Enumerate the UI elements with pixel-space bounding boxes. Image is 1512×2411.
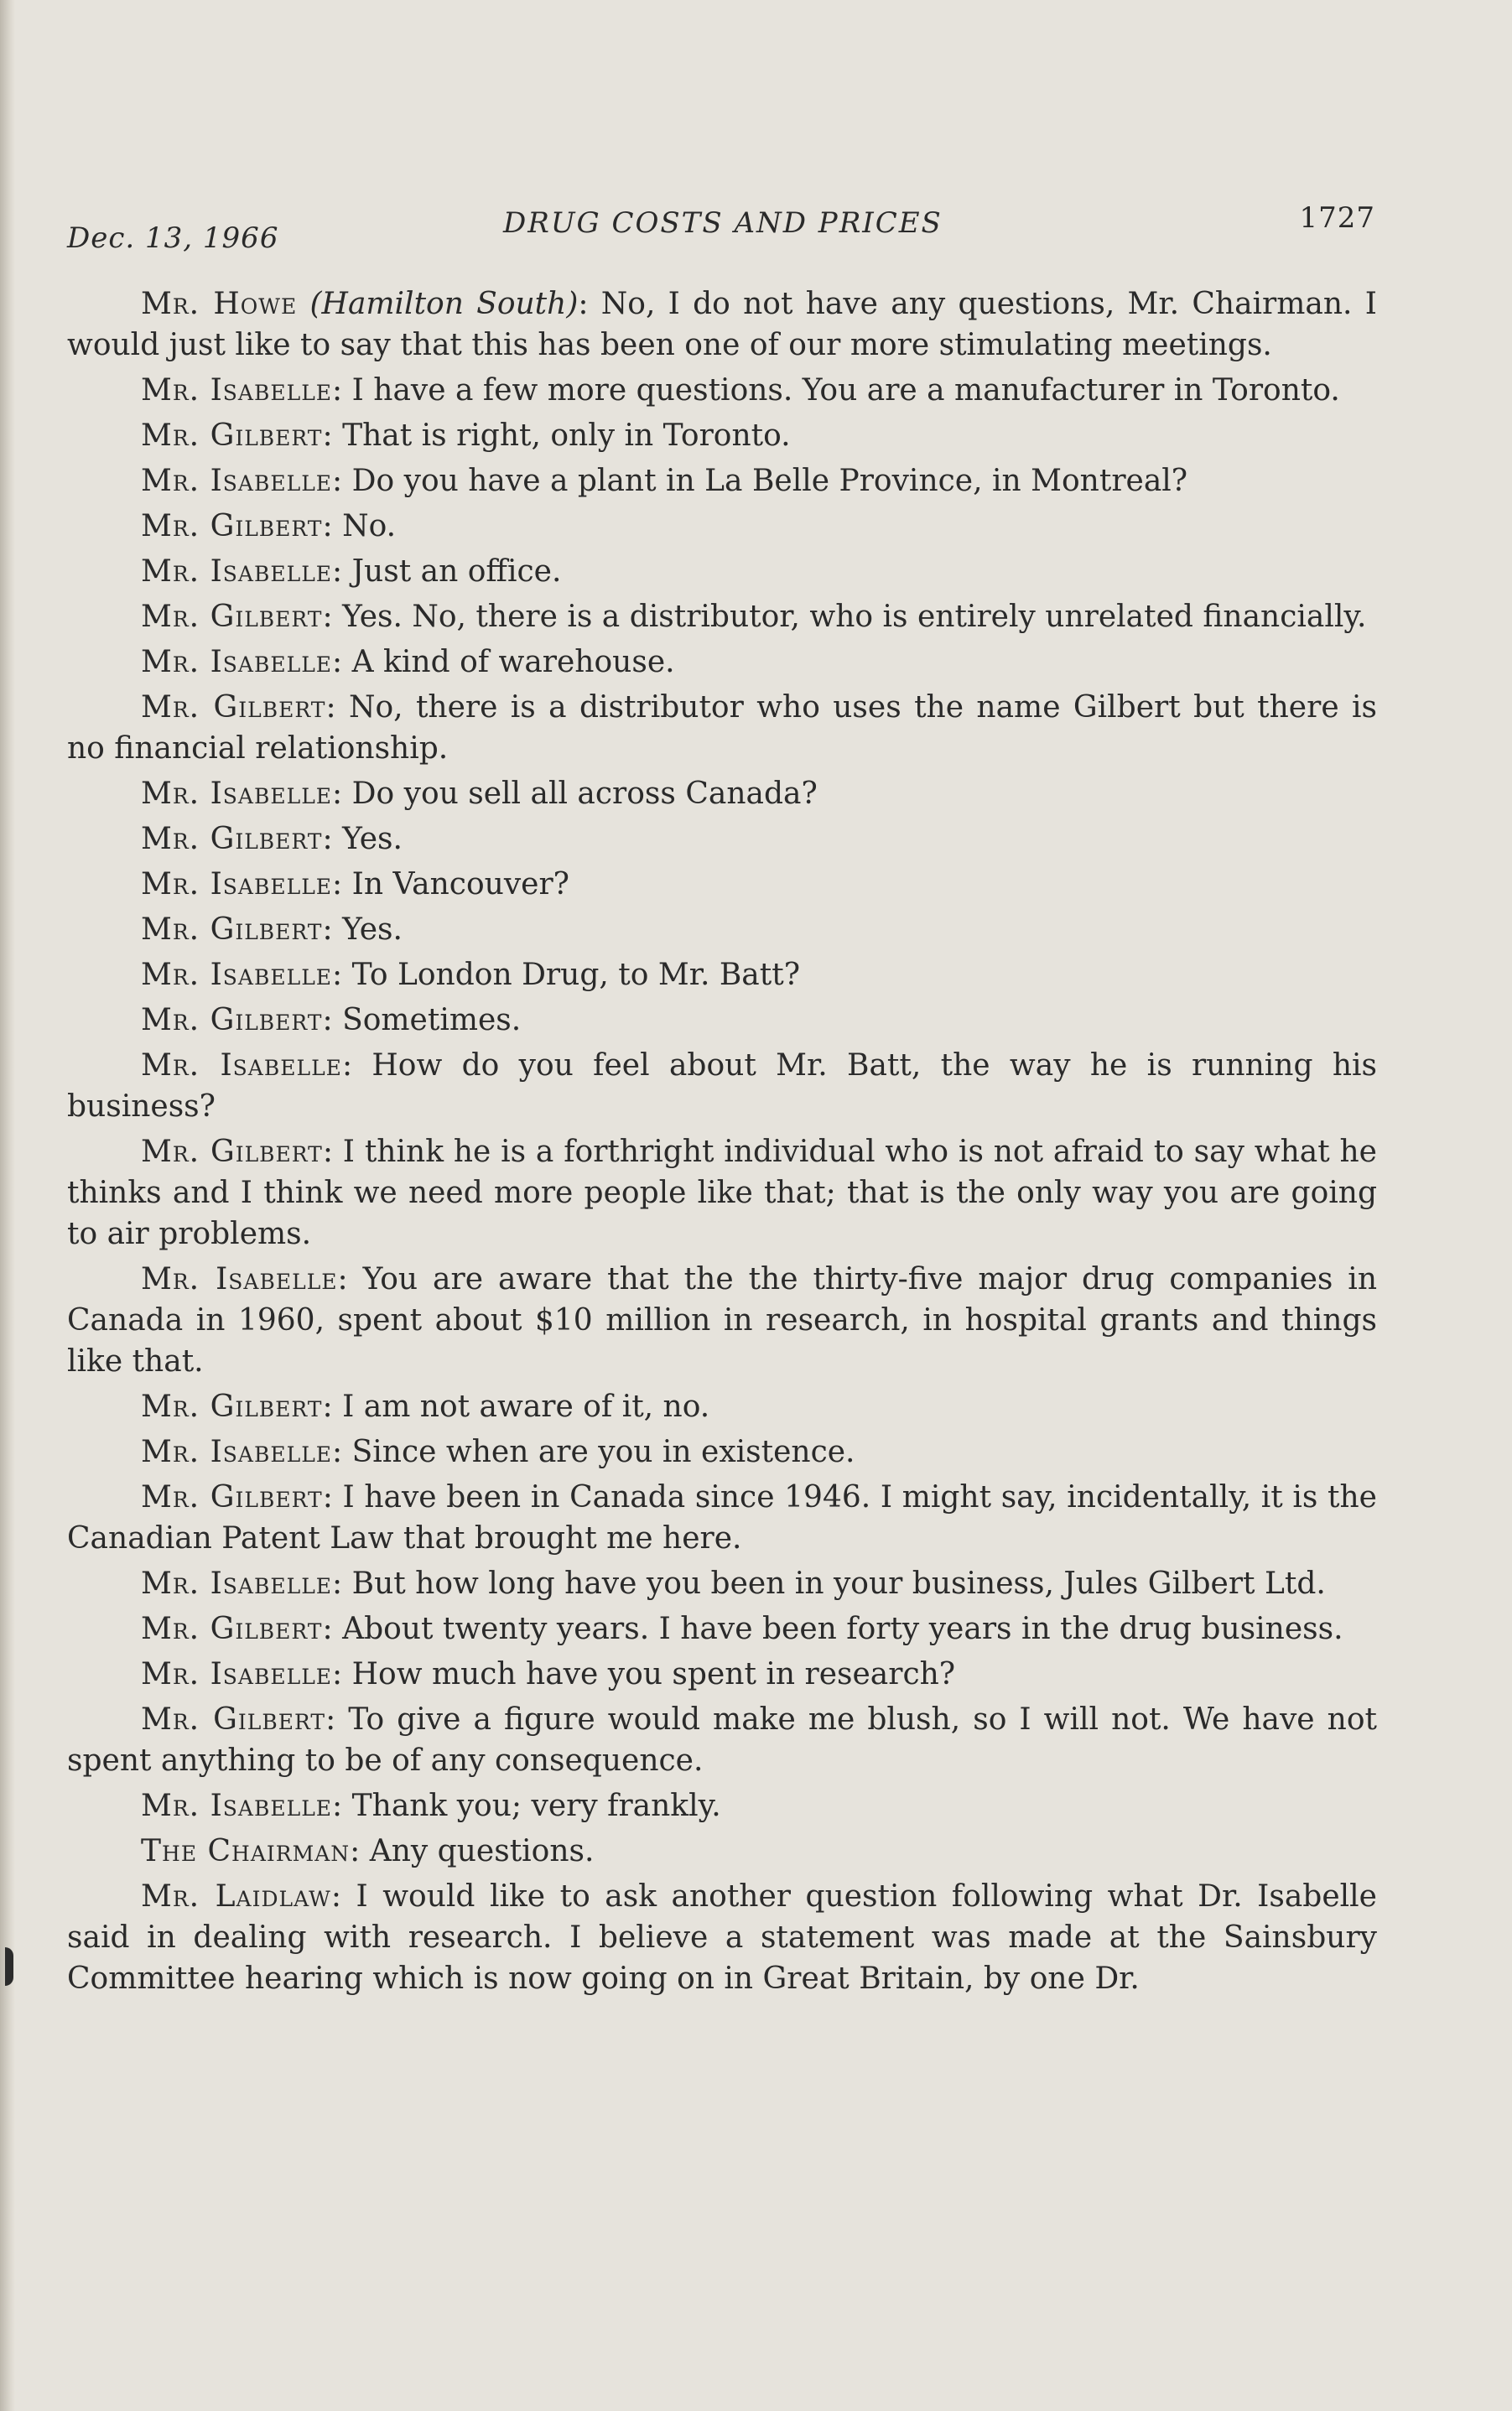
speech-text: : Yes. No, there is a distributor, who is entirely unrelated financially.: [322, 600, 1367, 634]
header-title: DRUG COSTS AND PRICES: [503, 206, 943, 240]
transcript-paragraph: [67, 687, 1377, 769]
speaker-name: Mr. Gilbert: [141, 600, 323, 634]
transcript-paragraph: [67, 1876, 1377, 1999]
transcript-paragraph: [67, 283, 1377, 366]
transcript-paragraph: [67, 1386, 1377, 1427]
speech-text: : But how long have you been in your business, Jules Gilbert Ltd.: [332, 1567, 1326, 1601]
speaker-name: Mr. Gilbert: [141, 418, 323, 453]
transcript-paragraph: [67, 460, 1377, 501]
speech-text: : About twenty years. I have been forty years in the drug business.: [322, 1612, 1343, 1646]
margin-mark: [5, 1947, 13, 1986]
speech-text: : Sometimes.: [322, 1003, 522, 1037]
speaker-name: Mr. Isabelle: [141, 464, 333, 498]
speech-text: : That is right, only in Toronto.: [322, 418, 791, 453]
speaker-name: Mr. Gilbert: [141, 1702, 326, 1737]
speaker-name: Mr. Gilbert: [141, 509, 323, 543]
speaker-name: Mr. Gilbert: [141, 912, 323, 947]
speaker-name: Mr. Isabelle: [141, 554, 333, 589]
page-number: 1727: [1299, 201, 1375, 235]
transcript-paragraph: [67, 954, 1377, 995]
speaker-name: Mr. Gilbert: [141, 1390, 323, 1424]
transcript-paragraph: [67, 370, 1377, 411]
speech-text: : In Vancouver?: [332, 867, 569, 902]
speech-text: : No.: [322, 509, 397, 543]
header-date: Dec. 13, 1966: [67, 221, 279, 255]
speaker-name: Mr. Isabelle: [141, 1789, 333, 1823]
speaker-name: Mr. Isabelle: [141, 1567, 333, 1601]
speech-text: : I have been in Canada since 1946. I might say, incidentally, it is the Canadian Patent Law that brought me here.: [67, 1480, 1377, 1556]
speaker-name: Mr. Gilbert: [141, 822, 323, 856]
transcript-paragraph: [67, 506, 1377, 547]
speaker-name: Mr. Isabelle: [141, 1657, 333, 1691]
transcript-paragraph: [67, 1477, 1377, 1559]
speaker-name: Mr. Howe: [141, 287, 298, 321]
speaker-name: Mr. Isabelle: [141, 867, 333, 902]
speaker-name: Mr. Isabelle: [141, 645, 333, 679]
transcript-paragraph: [67, 864, 1377, 905]
speech-text: : I have a few more questions. You are a manufacturer in Toronto.: [332, 373, 1340, 408]
transcript-body: [67, 283, 1377, 2003]
speaker-name: Mr. Isabelle: [141, 777, 333, 811]
speaker-name: Mr. Isabelle: [141, 958, 333, 992]
transcript-paragraph: [67, 1831, 1377, 1872]
transcript-paragraph: [67, 1432, 1377, 1473]
speech-text: : I am not aware of it, no.: [322, 1390, 710, 1424]
speaker-name: Mr. Gilbert: [141, 1480, 323, 1515]
running-header: [67, 201, 1375, 260]
speaker-name: Mr. Isabelle: [141, 373, 333, 408]
speaker-name: Mr. Isabelle: [141, 1048, 342, 1083]
transcript-paragraph: [67, 1785, 1377, 1826]
speaker-riding: (Hamilton South): [309, 287, 579, 321]
speech-text: : Do you have a plant in La Belle Province, in Montreal?: [332, 464, 1188, 498]
transcript-paragraph: [67, 1131, 1377, 1255]
speech-text: : To London Drug, to Mr. Batt?: [332, 958, 800, 992]
speech-text: : How much have you spent in research?: [332, 1657, 956, 1691]
transcript-paragraph: [67, 1259, 1377, 1382]
speech-text: : No, I do not have any questions, Mr. Chairman. I would just like to say that this has been one of our more stimulating meetings.: [67, 287, 1377, 362]
transcript-paragraph: [67, 551, 1377, 592]
transcript-paragraph: [67, 642, 1377, 683]
transcript-paragraph: [67, 909, 1377, 950]
transcript-paragraph: [67, 1699, 1377, 1781]
transcript-paragraph: [67, 1654, 1377, 1695]
speech-text: : To give a figure would make me blush, so I will not. We have not spent anything to be of any consequence.: [67, 1702, 1377, 1778]
speech-text: : I think he is a forthright individual who is not afraid to say what he thinks and I think we need more people like that; that is the only way you are going to air problems.: [67, 1135, 1377, 1251]
transcript-paragraph: [67, 415, 1377, 456]
speech-text: : How do you feel about Mr. Batt, the way he is running his business?: [67, 1048, 1378, 1124]
transcript-paragraph: [67, 1608, 1377, 1650]
speech-text: : No, there is a distributor who uses the name Gilbert but there is no financial relationship.: [67, 690, 1377, 766]
speaker-name: Mr. Gilbert: [141, 1135, 323, 1169]
speaker-name: The Chairman: [141, 1834, 351, 1868]
speech-text: : You are aware that the the thirty-five major drug companies in Canada in 1960, spent about $10 million in research, in hospital grants and things like that.: [67, 1262, 1378, 1379]
speech-text: : I would like to ask another question following what Dr. Isabelle said in dealing with research. I believe a statement was made at the Sainsbury Committee hearing which is now going on in Great Britain, by one Dr.: [67, 1879, 1377, 1996]
speech-text: : Do you sell all across Canada?: [332, 777, 818, 811]
transcript-paragraph: [67, 596, 1377, 637]
speaker-name: Mr. Isabelle: [141, 1262, 338, 1296]
speech-text: : Any questions.: [350, 1834, 595, 1868]
book-spine-shadow: [0, 0, 15, 2411]
transcript-paragraph: [67, 1000, 1377, 1041]
transcript-paragraph: [67, 818, 1377, 860]
speaker-name: Mr. Laidlaw: [141, 1879, 331, 1914]
speech-text: : Since when are you in existence.: [332, 1435, 855, 1469]
speech-text: : Just an office.: [332, 554, 562, 589]
transcript-paragraph: [67, 773, 1377, 814]
speech-text: : Yes.: [322, 912, 403, 947]
speech-text: : Yes.: [322, 822, 403, 856]
speaker-name: Mr. Gilbert: [141, 1612, 323, 1646]
speaker-name: Mr. Gilbert: [141, 1003, 323, 1037]
speaker-name: Mr. Isabelle: [141, 1435, 333, 1469]
transcript-paragraph: [67, 1563, 1377, 1604]
speech-text: : Thank you; very frankly.: [332, 1789, 721, 1823]
speaker-name: Mr. Gilbert: [141, 690, 326, 725]
speech-text: : A kind of warehouse.: [332, 645, 675, 679]
transcript-paragraph: [67, 1045, 1377, 1127]
